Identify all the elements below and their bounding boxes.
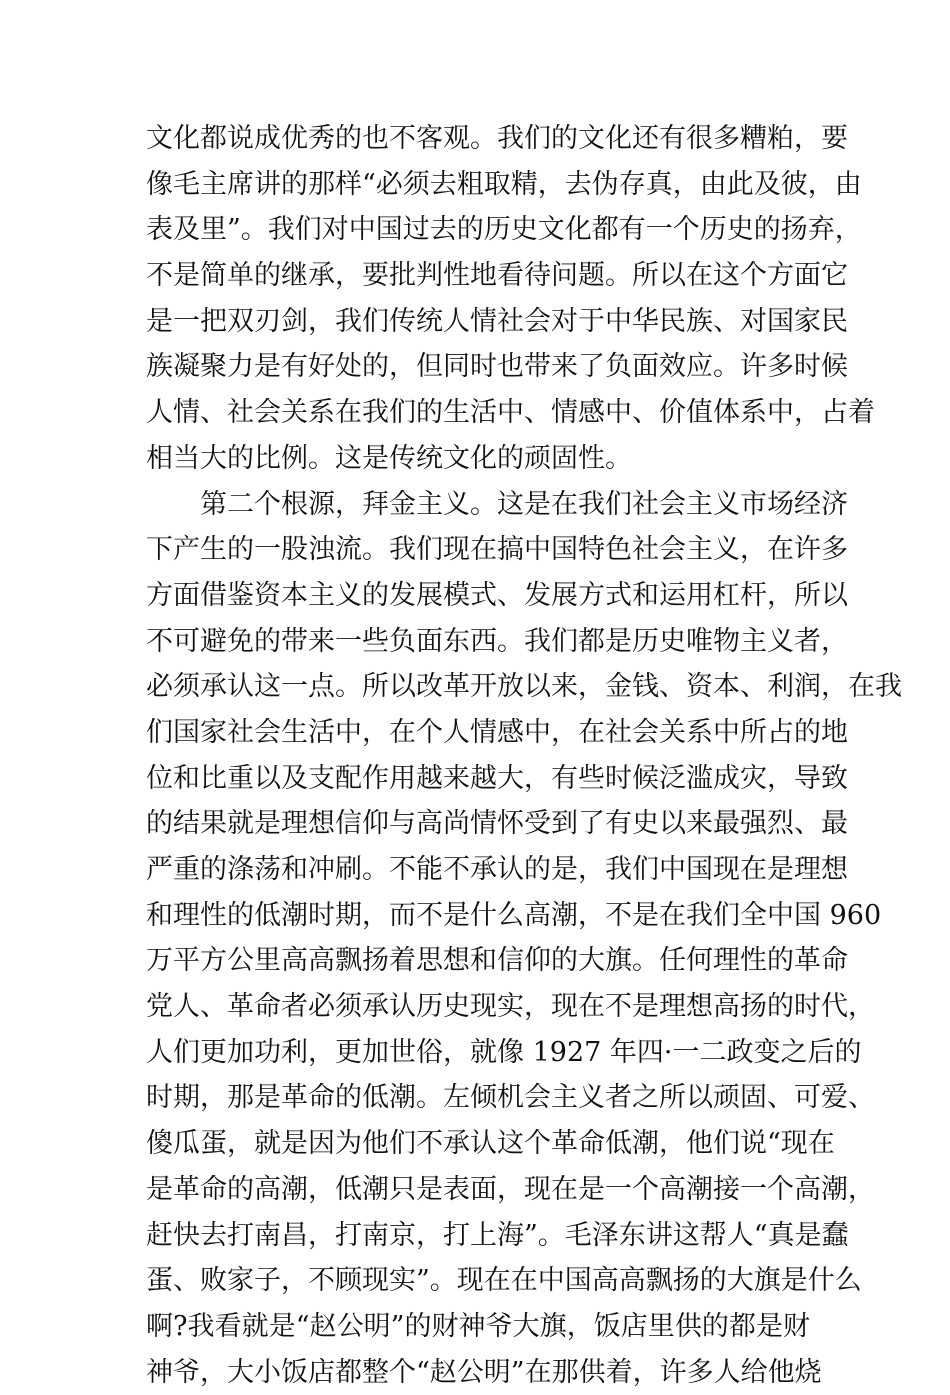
text-line: 文化都说成优秀的也不客观。我们的文化还有很多糟粕，要	[146, 123, 848, 154]
text-line: 神爷，大小饭店都整个“赵公明”在那供着，许多人给他烧	[146, 1356, 822, 1388]
text-line: 的结果就是理想信仰与高尚情怀受到了有史以来最强烈、最	[146, 808, 848, 840]
paragraph-start-line: 第二个根源，拜金主义。这是在我们社会主义市场经济	[200, 488, 848, 520]
text-line: 位和比重以及支配作用越来越大，有些时候泛滥成灾，导致	[146, 762, 848, 794]
text-line: 和理性的低潮时期，而不是什么高潮，不是在我们全中国 960	[146, 899, 882, 931]
paragraph-end-line: 相当大的比例。这是传统文化的顽固性。	[146, 442, 632, 474]
text-line: 必须承认这一点。所以改革开放以来，金钱、资本、利润，在我	[146, 671, 902, 703]
text-line: 不可避免的带来一些负面东西。我们都是历史唯物主义者，	[146, 625, 848, 657]
text-line: 人们更加功利，更加世俗，就像 1927 年四·一二政变之后的	[146, 1036, 862, 1068]
text-line: 不是简单的继承，要批判性地看待问题。所以在这个方面它	[146, 260, 848, 292]
body-text	[146, 116, 902, 1395]
text-line: 族凝聚力是有好处的，但同时也带来了负面效应。许多时候	[146, 351, 848, 383]
text-line: 万平方公里高高飘扬着思想和信仰的大旗。任何理性的革命	[146, 945, 848, 977]
text-line: 们国家社会生活中，在个人情感中，在社会关系中所占的地	[146, 716, 848, 748]
text-line: 傻瓜蛋，就是因为他们不承认这个革命低潮，他们说“现在	[146, 1128, 835, 1160]
text-line: 下产生的一股浊流。我们现在搞中国特色社会主义，在许多	[146, 534, 848, 566]
text-line: 是革命的高潮，低潮只是表面，现在是一个高潮接一个高潮，	[146, 1173, 875, 1205]
text-line: 赶快去打南昌，打南京，打上海”。毛泽东讲这帮人“真是蠢	[146, 1219, 849, 1251]
text-line: 方面借鉴资本主义的发展模式、发展方式和运用杠杆，所以	[146, 579, 848, 611]
text-line: 是一把双刃剑，我们传统人情社会对于中华民族、对国家民	[146, 305, 848, 337]
text-line: 党人、革命者必须承认历史现实，现在不是理想高扬的时代，	[146, 991, 875, 1023]
text-line: 表及里”。我们对中国过去的历史文化都有一个历史的扬弃，	[146, 214, 862, 246]
text-line: 人情、社会关系在我们的生活中、情感中、价值体系中，占着	[146, 397, 875, 429]
text-line: 啊?我看就是“赵公明”的财神爷大旗，饭店里供的都是财	[146, 1310, 810, 1342]
text-line: 蛋、败家子，不顾现实”。现在在中国高高飘扬的大旗是什么	[146, 1265, 862, 1297]
text-line: 像毛主席讲的那样“必须去粗取精，去伪存真，由此及彼，由	[146, 168, 862, 200]
text-line: 严重的涤荡和冲刷。不能不承认的是，我们中国现在是理想	[146, 854, 848, 885]
text-line: 时期，那是革命的低潮。左倾机会主义者之所以顽固、可爱、	[146, 1082, 875, 1114]
